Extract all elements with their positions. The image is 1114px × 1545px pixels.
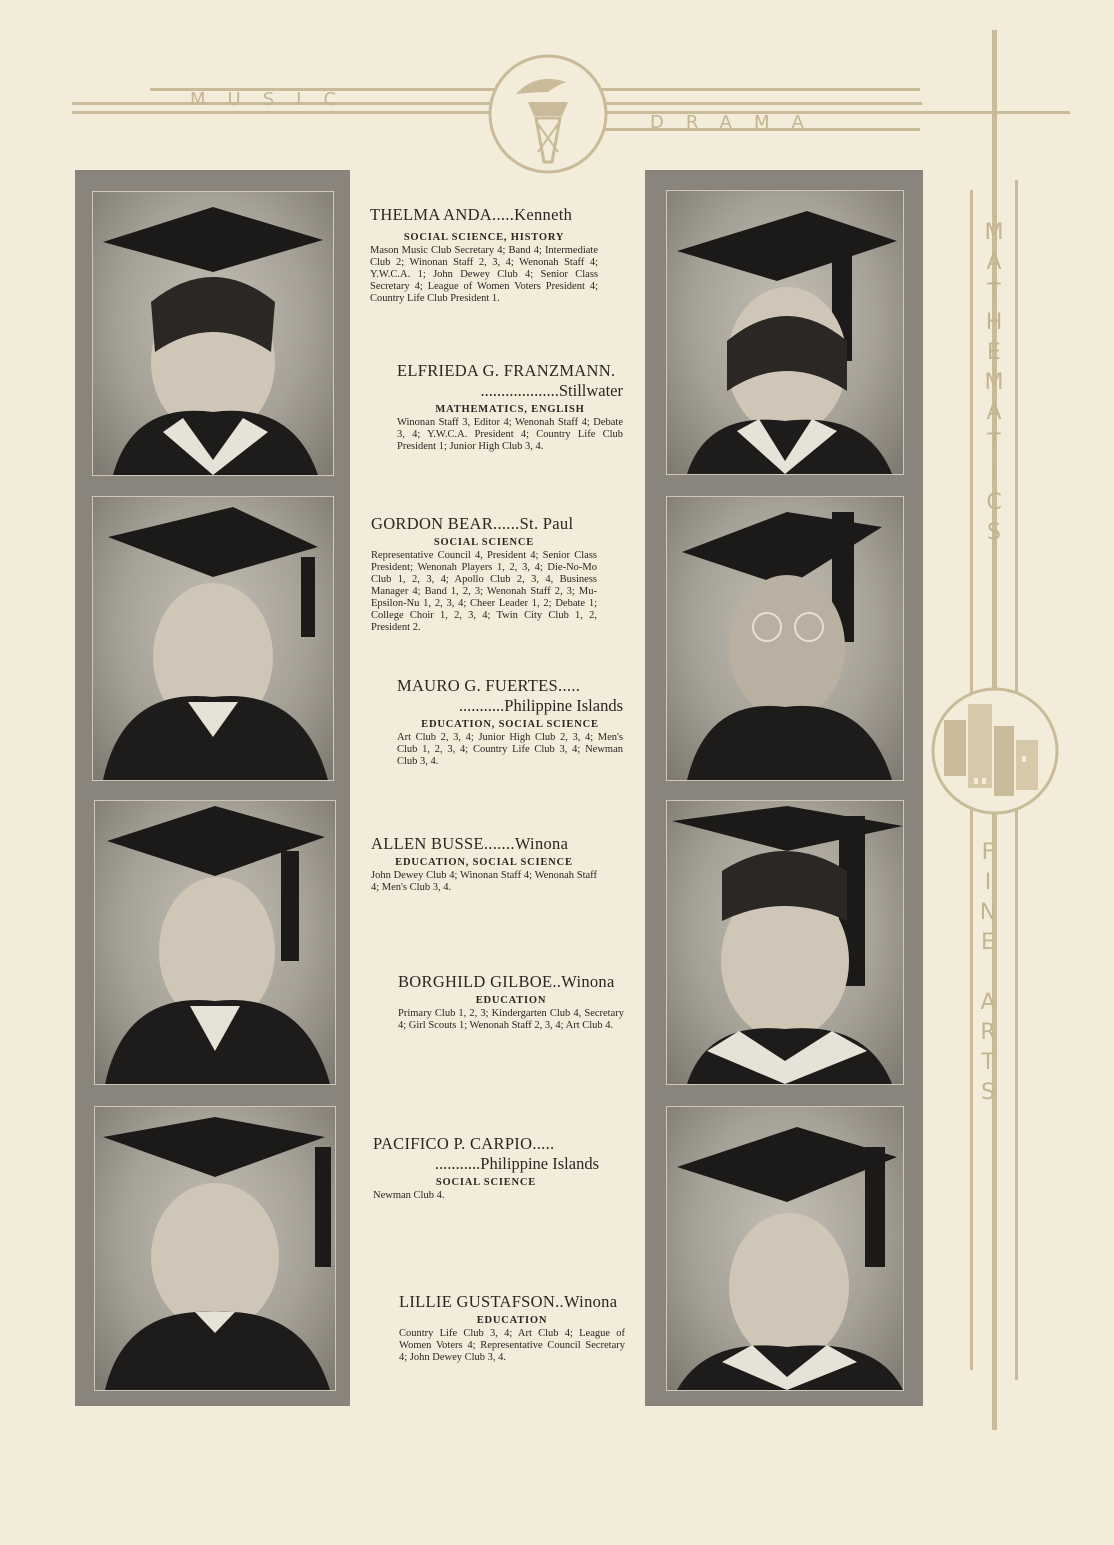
entry-name-line [370,205,598,225]
side-letter: I [990,460,998,485]
torch-emblem-icon [486,52,610,176]
portrait-thelma-anda [92,191,334,476]
activities-list: Art Club 2, 3, 4; Junior High Club 2, 3, 4; Men's Club 1, 2, 3, 4; Country Life Club 3, 4; Newman Club 3, 4. [397,732,623,767]
entry-borghild-gilboe [398,972,624,1032]
side-letter [976,958,1000,988]
header-word-left: MUSIC [190,89,359,110]
activities-list: Mason Music Club Secretary 4; Band 4; Intermediate Club 2; Winonan Staff 2, 3, 4; Wenonah Staff 4; Y.W.C.A. 1; John Dewey Club 4; Senior Class Secretary 4; League of Women Voters President 4; Country Life Club President 1. [370,245,598,304]
graduate-portrait-icon [93,497,333,780]
portrait-gordon-bear [92,496,334,781]
leader-dots: ........... [458,696,505,715]
side-letter: E [987,340,1001,365]
entry-thelma-anda [370,205,598,305]
graduate-portrait-icon [667,497,903,780]
portrait-allen-busse [94,800,336,1085]
hometown: Winona [563,1292,618,1311]
entry-pacifico-carpio [373,1134,599,1202]
side-letter: S [981,1080,995,1105]
side-letter: M [984,220,1004,245]
activities-list: Primary Club 1, 2, 3; Kindergarten Club 4, Secretary 4; Girl Scouts 1; Wenonah Staff 2, 3, 4; Art Club 4. [398,1008,624,1031]
major-subjects: SOCIAL SCIENCE, HISTORY [403,232,565,243]
graduate-name: ALLEN BUSSE [371,834,484,853]
graduate-name: LILLIE GUSTAFSON [399,1292,556,1311]
graduate-portrait-icon [667,1107,903,1390]
graduate-name: ELFRIEDA G. FRANZMANN. [397,361,616,380]
side-letter: E [981,930,995,955]
hometown: Winona [514,834,569,853]
side-letter: A [980,990,996,1015]
graduate-name: PACIFICO P. CARPIO [373,1134,533,1153]
leader-dots: .. [555,1292,564,1311]
leader-dots: ...... [493,514,520,533]
hometown: Stillwater [558,381,623,400]
hometown: Philippine Islands [504,696,623,715]
entry-name-line [371,834,597,854]
graduate-name: GORDON BEAR [371,514,494,533]
side-letter: S [987,520,1001,545]
hometown: St. Paul [519,514,574,533]
graduate-name: MAURO G. FUERTES [397,676,559,695]
graduate-name: BORGHILD GILBOE [398,972,553,991]
entry-mauro-fuertes [397,676,623,768]
entry-hometown-line [373,1154,599,1174]
activities-list: Newman Club 4. [373,1190,445,1201]
portrait-elfrieda-franzmann [666,190,904,475]
side-letter: H [985,310,1003,335]
portrait-lillie-gustafson [666,1106,904,1391]
entry-lillie-gustafson [399,1292,625,1364]
entry-name-line [373,1134,599,1154]
leader-dots: ..... [532,1134,555,1153]
graduate-portrait-icon [93,192,333,475]
entry-gordon-bear [371,514,597,634]
side-word-fine-arts [976,838,1000,1108]
hometown: Philippine Islands [480,1154,599,1173]
portrait-pacifico-carpio [94,1106,336,1391]
activities-list: Country Life Club 3, 4; Art Club 4; League of Women Voters 4; Representative Council Secretary 4; John Dewey Club 3, 4. [399,1328,625,1363]
leader-dots: ................... [480,381,559,400]
major-subjects: SOCIAL SCIENCE [435,1177,537,1188]
side-letter: A [986,250,1002,275]
leader-dots: ..... [558,676,581,695]
activities-list: John Dewey Club 4; Winonan Staff 4; Wenonah Staff 4; Men's Club 3, 4. [371,870,597,893]
side-letter: I [984,870,992,895]
side-letter: F [981,840,995,865]
entry-hometown-line [397,696,623,716]
leader-dots: ........... [434,1154,481,1173]
side-letter: R [980,1020,996,1045]
side-letter: T [987,280,1001,305]
entry-name-line [397,361,623,381]
major-subjects: EDUCATION, SOCIAL SCIENCE [395,857,573,868]
leader-dots: .. [552,972,562,991]
graduate-portrait-icon [667,801,903,1084]
entry-allen-busse [371,834,597,894]
side-word-mathematics [982,218,1006,548]
graduate-portrait-icon [667,191,903,474]
entry-name-line [371,514,597,534]
activities-list: Representative Council 4, President 4; Senior Class President; Wenonah Players 1, 2, 3, 4; Die-No-Mo Club 1, 2, 3, 4; Apollo Club 2, 3, 4, Business Manager 4; Band 1, 2, 3; Wenonah Staff 2, 3; Mu-Epsilon-Nu 1, 2, 3, 4; Cheer Leader 1, 2; Debate 1; College Choir 1, 2, 3, 4; Twin City Club 1, 2, President 2. [371,550,597,633]
major-subjects: EDUCATION [476,1315,548,1326]
side-letter: T [981,1050,995,1075]
entry-name-line [397,676,623,696]
major-subjects: EDUCATION [475,995,547,1006]
entry-name-line [398,972,624,992]
leader-dots: ..... [492,205,515,224]
major-subjects: EDUCATION, SOCIAL SCIENCE [421,719,599,730]
hometown: Kenneth [514,205,573,224]
leader-dots: ....... [483,834,515,853]
side-letter: M [984,370,1004,395]
portrait-mauro-fuertes [666,496,904,781]
portrait-borghild-gilboe [666,800,904,1085]
graduate-portrait-icon [95,1107,335,1390]
hometown: Winona [561,972,615,991]
graduate-portrait-icon [95,801,335,1084]
side-letter: N [979,900,997,925]
entry-name-line [399,1292,625,1312]
graduate-name: THELMA ANDA [370,205,493,224]
side-letter: A [986,400,1002,425]
activities-list: Winonan Staff 3, Editor 4; Wenonah Staff 4; Debate 3, 4; Y.W.C.A. President 4; Country Life Club President 1; Junior High Club 3, 4. [397,417,623,452]
major-subjects: MATHEMATICS, ENGLISH [435,404,585,415]
header-word-right: DRAMA [650,112,826,133]
city-emblem-icon [930,686,1060,816]
side-letter: C [986,490,1002,515]
major-subjects: SOCIAL SCIENCE [433,537,535,548]
entry-elfrieda-franzmann [397,361,623,453]
entry-hometown-line [397,381,623,401]
side-letter: T [987,430,1001,455]
